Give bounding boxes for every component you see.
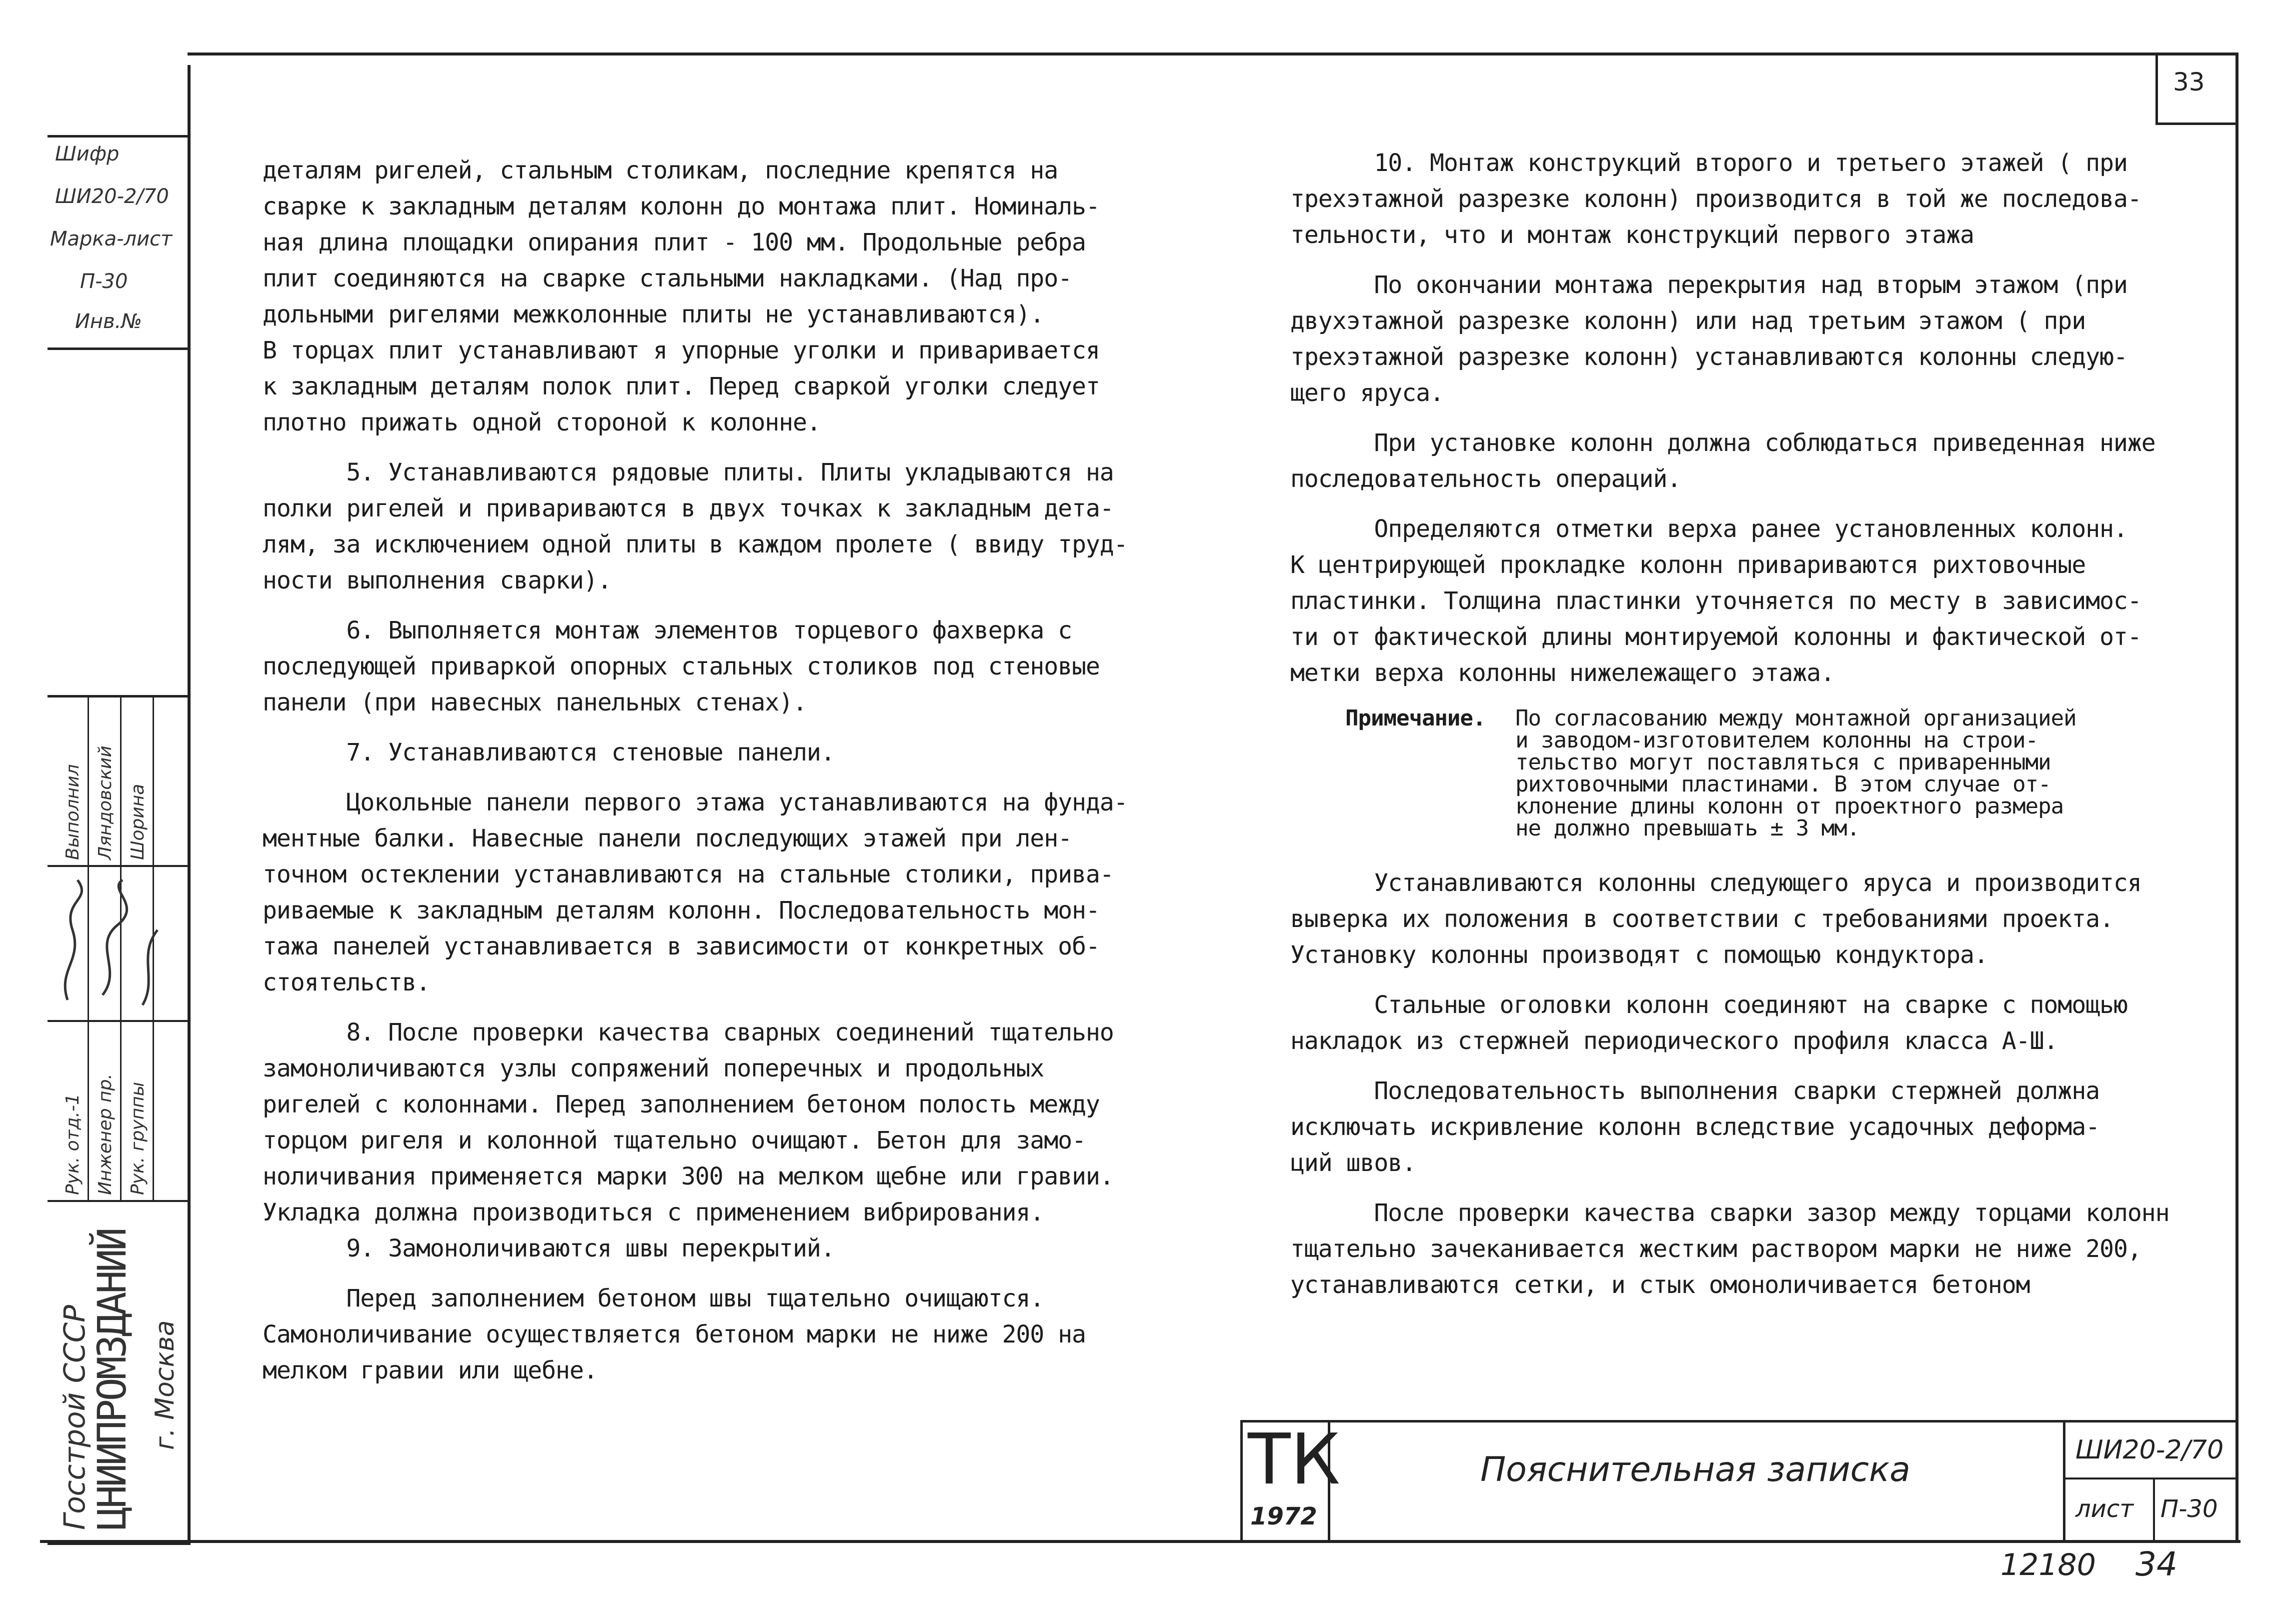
margin-role-1: Рук. отд.-1: [63, 1094, 83, 1195]
right-text-column-continued: [1290, 865, 2230, 1303]
right-text-line: 10. Монтаж конструкций второго и третьего этажей ( при: [1290, 149, 2127, 177]
right-text-continued-line: выверка их положения в соответствии с требованиями проекта.: [1290, 905, 2114, 933]
left-text-line: [263, 770, 1183, 784]
margin-name-3: Шорина: [128, 784, 148, 860]
right-text-column: [1290, 145, 2230, 691]
margin-field-cipher: Шифр: [55, 142, 120, 166]
note-text-line: не должно превышать ± 3 мм.: [1515, 816, 1860, 841]
margin-role-2: Инженер пр.: [95, 1074, 116, 1195]
frame-right-line: [2235, 52, 2238, 1542]
left-text-line: Перед заполнением бетоном швы тщательно очищаются.: [263, 1284, 1044, 1312]
left-text-line: торцом ригеля и колонной тщательно очищают. Бетон для замо-: [263, 1126, 1086, 1154]
left-text-line: ноличивания применяется марки 300 на мелком щебне или гравии.: [263, 1162, 1114, 1190]
margin-divider-2: [48, 1020, 188, 1022]
right-text-line: По окончании монтажа перекрытия над вторым этажом (при: [1290, 271, 2127, 299]
page-number: 33: [2173, 68, 2205, 96]
left-text-line: В торцах плит устанавливают я упорные уголки и приваривается: [263, 336, 1100, 364]
right-text-continued-line: [1290, 973, 2230, 987]
stamp-title: Пояснительная записка: [1480, 1450, 1910, 1490]
left-text-line: мелком гравии или щебне.: [263, 1356, 598, 1384]
left-text-line: стоятельств.: [263, 968, 430, 996]
left-text-line: точном остеклении устанавливаются на стальные столики, прива-: [263, 860, 1114, 888]
left-text-line: ности выполнения сварки).: [263, 566, 612, 594]
note-label: Примечание.: [1345, 706, 1486, 731]
left-text-line: плотно прижать одной стороной к колонне.: [263, 408, 821, 436]
signature-marks: [48, 870, 188, 1020]
left-text-line: риваемые к закладным деталям колонн. Последовательность мон-: [263, 896, 1100, 924]
right-text-continued-line: После проверки качества сварки зазор между торцами колонн: [1290, 1199, 2169, 1227]
left-text-line: деталям ригелей, стальным столикам, последние крепятся на: [263, 156, 1058, 184]
stamp-year: 1972: [1250, 1502, 1317, 1530]
margin-field-code: ШИ20-2/70: [55, 185, 169, 208]
left-text-line: ригелей с колоннами. Перед заполнением бетоном полость между: [263, 1090, 1100, 1118]
right-text-continued-line: Установку колонны производят с помощью кондуктора.: [1290, 941, 1988, 969]
right-text-line: двухэтажной разрезке колонн) или над третьим этажом ( при: [1290, 307, 2086, 335]
right-text-continued-line: Устанавливаются колонны следующего яруса и производится: [1290, 869, 2141, 897]
margin-divider-1: [48, 865, 188, 867]
note-body: [1515, 708, 2076, 840]
right-text-continued-line: исключать искривление колонн вследствие усадочных деформа-: [1290, 1113, 2100, 1141]
note-text-line: тельство могут поставляться с приваренными: [1515, 750, 2051, 775]
left-text-line: 5. Устанавливаются рядовые плиты. Плиты укладываются на: [263, 458, 1114, 486]
left-text-line: [263, 440, 1183, 454]
right-text-continued-line: [1290, 1181, 2230, 1195]
right-text-continued-line: Стальные оголовки колонн соединяют на сварке с помощью: [1290, 991, 2127, 1019]
archive-number: 12180: [2000, 1548, 2096, 1582]
left-text-line: 6. Выполняется монтаж элементов торцевого фахверка с: [263, 616, 1072, 644]
org-name-line1: Госстрой СССР: [58, 1304, 92, 1530]
left-text-line: Самоноличивание осуществляется бетоном марки не ниже 200 на: [263, 1320, 1086, 1348]
right-text-continued-line: [1290, 1059, 2230, 1073]
left-text-line: 8. После проверки качества сварных соединений тщательно: [263, 1018, 1114, 1046]
left-text-line: плит соединяются на сварке стальными накладками. (Над про-: [263, 264, 1072, 292]
frame-top-line: [188, 52, 2238, 56]
right-text-line: При установке колонн должна соблюдаться приведенная ниже: [1290, 429, 2155, 457]
margin-name-2: Ляндовский: [95, 746, 116, 860]
title-block-div-4: [2153, 1478, 2155, 1540]
note-text-line: рихтовочными пластинами. В этом случае от-: [1515, 772, 2051, 797]
left-text-line: ная длина площадки опирания плит - 100 мм. Продольные ребра: [263, 228, 1086, 256]
right-text-line: К центрирующей прокладке колонн привариваются рихтовочные: [1290, 551, 2086, 579]
left-text-line: Укладка должна производиться с применением вибрирования.: [263, 1198, 1044, 1226]
margin-field-mark: Марка-лист: [50, 228, 173, 250]
right-text-line: метки верха колонны нижележащего этажа.: [1290, 659, 1835, 687]
left-text-line: [263, 598, 1183, 612]
margin-field-sheet: П-30: [80, 270, 128, 293]
stamp-code: ШИ20-2/70: [2075, 1435, 2224, 1465]
stamp-sheet-label: лист: [2075, 1495, 2134, 1523]
left-text-line: замоноличиваются узлы сопряжений поперечных и продольных: [263, 1054, 1044, 1082]
right-text-line: трехэтажной разрезке колонн) производится в той же последова-: [1290, 185, 2141, 213]
note-text-line: и заводом-изготовителем колонны на строи-: [1515, 728, 2038, 753]
right-text-line: трехэтажной разрезке колонн) устанавливаются колонны следую-: [1290, 343, 2127, 371]
right-text-line: последовательность операций.: [1290, 465, 1681, 493]
title-block-div-2: [2063, 1420, 2065, 1540]
left-text-line: [263, 1000, 1183, 1014]
stamp-tk: ТК: [1248, 1419, 1340, 1500]
right-text-continued-line: тщательно зачеканивается жестким раствором марки не ниже 200,: [1290, 1235, 2141, 1263]
left-text-line: тажа панелей устанавливается в зависимости от конкретных об-: [263, 932, 1100, 960]
left-text-line: к закладным деталям полок плит. Перед сваркой уголки следует: [263, 372, 1100, 400]
right-text-continued-line: Последовательность выполнения сварки стержней должна: [1290, 1077, 2100, 1105]
left-text-line: 9. Замоноличиваются швы перекрытий.: [263, 1234, 835, 1262]
left-text-line: панели (при навесных панельных стенах).: [263, 688, 807, 716]
left-text-line: лям, за исключением одной плиты в каждом пролете ( ввиду труд-: [263, 530, 1128, 558]
right-text-line: тельности, что и монтаж конструкций первого этажа: [1290, 221, 1974, 249]
right-text-line: Определяются отметки верха ранее установленных колонн.: [1290, 515, 2127, 543]
org-name-line3: г. Москва: [150, 1320, 180, 1450]
bottom-page-number: 34: [2135, 1545, 2177, 1584]
left-text-line: [263, 720, 1183, 734]
left-text-line: сварке к закладным деталям колонн до монтажа плит. Номиналь-: [263, 192, 1100, 220]
right-text-line: щего яруса.: [1290, 379, 1444, 407]
left-text-line: [263, 1266, 1183, 1280]
title-block-div-3: [2063, 1478, 2235, 1480]
left-text-line: дольными ригелями межколонные плиты не устанавливаются).: [263, 300, 1044, 328]
left-text-line: Цокольные панели первого этажа устанавливаются на фунда-: [263, 788, 1128, 816]
left-text-line: последующей приваркой опорных стальных столиков под стеновые: [263, 652, 1100, 680]
margin-name-1: Выполнил: [63, 764, 83, 860]
org-name-line2: ЦНИИПРОМЗДАНИЙ: [90, 1229, 135, 1530]
right-text-continued-line: устанавливаются сетки, и стык омоноличивается бетоном: [1290, 1271, 2030, 1299]
margin-divider-3: [48, 1200, 188, 1202]
left-text-column: [263, 152, 1183, 1388]
right-text-continued-line: накладок из стержней периодического профиля класса А-Ш.: [1290, 1027, 2058, 1055]
margin-field-inv: Инв.№: [75, 310, 142, 333]
right-text-line: пластинки. Толщина пластинки уточняется по месту в зависимос-: [1290, 587, 2141, 615]
left-text-line: ментные балки. Навесные панели последующих этажей при лен-: [263, 824, 1072, 852]
right-text-continued-line: ций швов.: [1290, 1149, 1416, 1177]
left-text-line: полки ригелей и привариваются в двух точках к закладным дета-: [263, 494, 1114, 522]
note-text-line: По согласованию между монтажной организацией: [1515, 706, 2076, 731]
right-text-line: [1290, 253, 2230, 267]
right-text-line: [1290, 411, 2230, 425]
note-text-line: клонение длины колонн от проектного размера: [1515, 794, 2064, 819]
right-text-line: ти от фактической длины монтируемой колонны и фактической от-: [1290, 623, 2141, 651]
left-text-line: 7. Устанавливаются стеновые панели.: [263, 738, 835, 766]
stamp-sheet: П-30: [2160, 1495, 2218, 1523]
margin-role-3: Рук. группы: [128, 1082, 148, 1195]
right-text-line: [1290, 497, 2230, 511]
